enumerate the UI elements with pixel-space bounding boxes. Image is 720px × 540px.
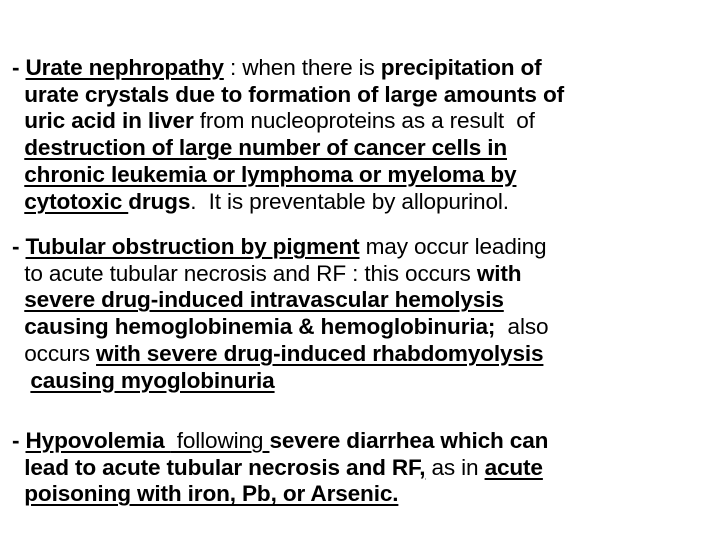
text-run: Tubular obstruction by pigment (25, 234, 360, 259)
text-run: precipitation of (380, 55, 542, 80)
text-run: to acute tubular necrosis and RF : this occurs (12, 260, 477, 286)
text-line (12, 55, 720, 82)
text-line (12, 314, 720, 341)
text-run: , (419, 454, 426, 480)
text-line (12, 135, 720, 162)
text-line (12, 341, 720, 368)
text-run (12, 189, 24, 214)
text-run: severe drug-induced intravascular hemolysis (24, 287, 504, 313)
text-line (12, 162, 720, 189)
text-line (12, 455, 720, 482)
text-run: as in (425, 454, 485, 480)
text-run: with (476, 260, 522, 286)
text-run: acute (484, 454, 543, 480)
text-run: lead to acute tubular necrosis and RF (12, 454, 420, 480)
text-line (12, 82, 720, 109)
text-run: may occur leading (359, 234, 547, 259)
bullet-tubular-obstruction (12, 234, 720, 394)
text-run (12, 162, 24, 187)
text-run: occurs (12, 340, 97, 366)
bullet-urate-nephropathy (12, 55, 720, 215)
text-run: - (12, 234, 26, 259)
text-run (12, 368, 30, 393)
text-run: also (495, 314, 549, 340)
text-line (12, 261, 720, 288)
text-run (12, 135, 24, 160)
text-run: chronic leukemia or lymphoma or myeloma by (24, 161, 517, 187)
text-run: severe diarrhea which can (269, 428, 549, 453)
text-run: destruction of large number of cancer cells in (24, 135, 508, 161)
text-run: following (170, 428, 270, 453)
text-run: uric acid in liver (12, 108, 194, 134)
text-run: poisoning with iron, Pb, or Arsenic. (24, 481, 399, 507)
text-run: - (12, 55, 26, 80)
text-run: - (12, 428, 26, 453)
text-run: causing hemoglobinemia & hemoglobinuria; (12, 314, 496, 340)
text-run: Hypovolemia (25, 428, 171, 453)
text-line (12, 108, 720, 135)
text-run: with severe drug-induced rhabdomyolysis (96, 340, 544, 366)
text-run: from nucleoproteins as a result of (193, 108, 535, 134)
text-line (12, 368, 720, 395)
text-run: urate crystals due to formation of large amounts of (12, 81, 564, 107)
text-line (12, 428, 720, 455)
text-run (12, 481, 24, 506)
text-run: causing myoglobinuria (30, 367, 275, 393)
text-run: : when there is (223, 55, 381, 80)
text-line (12, 189, 720, 216)
text-run (12, 287, 24, 312)
bullet-hypovolemia (12, 428, 720, 508)
text-run: cytotoxic (24, 188, 129, 214)
text-line (12, 287, 720, 314)
text-run: . It is preventable by allopurinol. (190, 188, 509, 214)
text-line (12, 234, 720, 261)
text-run: Urate nephropathy (25, 55, 224, 80)
text-run: drugs (128, 188, 191, 214)
text-line (12, 481, 720, 508)
